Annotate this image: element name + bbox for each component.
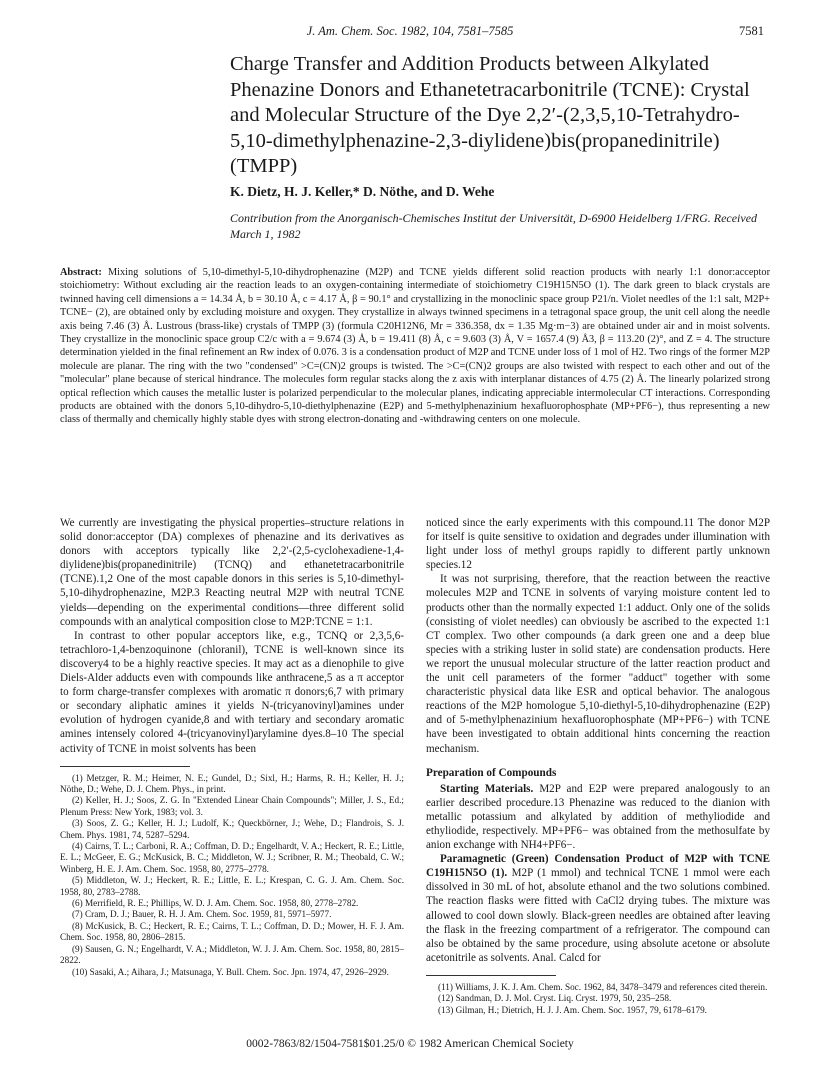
abstract-text: Mixing solutions of 5,10-dimethyl-5,10-dihydrophenazine (M2P) and TCNE yields different solid reaction products with nearly 1:1 donor:acceptor stoichiometry: Without excluding air the reaction leads to an oxygen-containing intermediate of stoichiometry C19H15N5O (1). The dark green to black crystals are twinned having cell dimensions a = 14.34 Å, b = 30.10 Å, c = 4.17 Å, β = 90.1° and crystallizing in the monoclinic space group P21/n. Violet needles of the 1:1 salt, M2P+ TCNE− (2), are obtained only by excluding moisture and oxygen. They crystallize in always twinned specimens in a tetragonal space group, the unit cell along the needle axis being 7.46 (3) Å. Lustrous (brass-like) crystals of TMPP (3) (formula C20H12N6, Mr = 336.358, dx = 1.35 Mg·m−3) are obtained under air and in moist solvents. They crystallize in the monoclinic space group C2/c with a = 9.674 (3) Å, b = 19.411 (8) Å, c = 9.603 (3) Å, V = 1657.4 (9) Å3, β = 113.20 (2)°, and Z = 4. The structure determination yielded in the final refinement an Rw index of 0.076. 3 is a condensation product of M2P and TCNE under loss of 1 mol of H2. Two rings of the former M2P molecule are planar. The ring with the two "condensed" >C=(CN)2 groups is twisted. The >C=(CN)2 groups are also twisted with respect to each other and out of the "molecular" plane because of sterical hindrance. The molecules form regular stacks along the z axis with interplanar distances of 4.75 (2) Å. The linearly polarized strong optical reflection which causes the metallic luster is polarized perpendicular to the molecular planes, indicating appreciable intermolecular CT interactions. Corresponding products are obtained with the donors 5,10-dihydro-5,10-diethylphenazine (E2P) and 5-methylphenazinium hexafluorophosphate (MP+PF6−), thus representing a new class of thermally and chemically highly stable dyes with strong electron-donating and -withdrawing centers on one molecule.: [60, 267, 770, 426]
footnote: (3) Soos, Z. G.; Keller, H. J.; Ludolf, K.; Queckbörner, J.; Wehe, D.; Flandrois, S. J. Chem. Phys. 1981, 74, 5287–5294.: [60, 818, 404, 840]
authors: K. Dietz, H. J. Keller,* D. Nöthe, and D. Wehe: [230, 184, 495, 199]
right-column: [426, 516, 770, 1016]
section-heading: Preparation of Compounds: [426, 766, 557, 779]
footnote-divider: [60, 766, 190, 767]
body-paragraph: noticed since the early experiments with this compound.11 The donor M2P for itself is quite sensitive to oxidation and degrades under illumination with light under loss of methyl groups rapidly to different partly unknown species.12: [426, 517, 770, 572]
copyright-footer: 0002-7863/82/1504-7581$01.25/0 © 1982 American Chemical Society: [246, 1038, 574, 1050]
journal-header: J. Am. Chem. Soc. 1982, 104, 7581–7585: [306, 24, 514, 38]
footnote: (1) Metzger, R. M.; Heimer, N. E.; Gundel, D.; Sixl, H.; Harms, R. H.; Keller, H. J.; Nöthe, D.; Wehe, D. J. Chem. Phys., in print.: [60, 772, 404, 794]
run-in-heading: Starting Materials.: [440, 782, 534, 795]
paragraph-text: M2P (1 mmol) and technical TCNE 1 mmol were each dissolved in 30 mL of hot, absolute ethanol and the two solutions combined. The reaction flasks were fitted with CaCl2 drying tubes. The mixture was allowed to cool down slowly. Black-green needles are obtained after leaving the flask in the freezing compartment of a refrigerator. The compound can also be obtained by the same procedure, using absolute acetone or absolute acetonitrile as solvents. Anal. Calcd for: [426, 867, 770, 964]
abstract: [60, 266, 770, 427]
paragraph-text: M2P and E2P were prepared analogously to an earlier described procedure.13 Phenazine was reduced to the dianion with metallic potassium and alkylated by addition of methyliodide and ethyliodide, respectively. MP+PF6− was obtained from the methosulfate by anion exchange with NH4+PF6−.: [426, 782, 771, 852]
page-number: 7581: [739, 24, 764, 38]
footnotes-left: [60, 773, 404, 978]
body-paragraph: It was not surprising, therefore, that the reaction between the reactive molecules M2P and TCNE in solvents of varying moisture content led to products other than the normally expected 1:1 adduct. Only one of the solids (consisting of violet needles) can obviously be ascribed to the expected 1:1 CT complex. Two other compounds (a dark green one and a deep blue species with a striking luster in solid state) are condensation products. Here we report the unusual molecular structure of the latter reaction product and the unit cell parameters of the former "adduct" together with some characteristic physical data like ESR and optical behavior. The analogous reactions of the M2P homologue 5,10-diethyl-5,10-dihydrophenazine (E2P) and of 5-methylphenazinium hexafluorophosphate (MP+PF6−) with TCNE have been investigated to obtain additional hints concerning the reaction mechanism.: [426, 573, 770, 755]
run-in-heading: Paramagnetic (Green) Condensation Product of M2P with TCNE C19H15N5O (1).: [426, 853, 770, 880]
body-paragraph: We currently are investigating the physical properties–structure relations in solid donor:acceptor (DA) complexes of phenazine and its derivatives as donors with acceptors typically like 2,2′-(2,5-cyclohexadiene-1,4-diylidene)bis(propanedinitrile) (TCNQ) and ethanetetracarbonitrile (TCNE).1,2 One of the most capable donors in this series is 5,10-dimethyl-5,10-dihydrophenazine, M2P.3 Reacting neutral M2P with neutral TCNE yields—depending on the experimental conditions—three different solid compounds with an analytical composition close to M2P:TCNE = 1:1.: [60, 517, 404, 628]
body-paragraph: In contrast to other popular acceptors like, e.g., TCNQ or 2,3,5,6-tetrachloro-1,4-benzoquinone (chloranil), TCNE is well-known since its discovery4 to be a highly reactive species. It may act as a dienophile to give Diels-Alder adducts even with compounds like anthracene,5 as a π acceptor to form charge-transfer complexes with aromatic π donors;6,7 with primary or secondary aliphatic amines it yields N-(tricyanovinyl)amines under evolution of hydrogen cyanide,8 and with tertiary and secondary aromatic amines intensely colored 4-(tricyanovinyl)arylamine dyes.8–10 The special activity of TCNE in moist solvents has been: [60, 629, 404, 755]
starting-materials-paragraph: [426, 782, 770, 852]
paramagnetic-paragraph: [426, 852, 770, 965]
footnote: (2) Keller, H. J.; Soos, Z. G. In "Extended Linear Chain Compounds"; Miller, J. S., Ed.; Plenum Press: New York, 1983; vol. 3.: [60, 795, 404, 817]
footnote: (9) Sausen, G. N.; Engelhardt, V. A.; Middleton, W. J. J. Am. Chem. Soc. 1958, 80, 2815–2822.: [60, 943, 404, 966]
footnote: (6) Merrifield, R. E.; Phillips, W. D. J. Am. Chem. Soc. 1958, 80, 2778–2782.: [72, 898, 359, 909]
footnote: (13) Gilman, H.; Dietrich, H. J. J. Am. Chem. Soc. 1957, 79, 6178–6179.: [438, 1004, 707, 1015]
footnote-divider: [426, 975, 556, 976]
footnote: (5) Middleton, W. J.; Heckert, R. E.; Little, E. L.; Krespan, C. G. J. Am. Chem. Soc. 1958, 80, 2783–2788.: [60, 875, 404, 897]
left-column: [60, 516, 404, 978]
footnote: (4) Cairns, T. L.; Carboni, R. A.; Coffman, D. D.; Engelhardt, V. A.; Heckert, R. E.; Little, E. L.; McGeer, E. G.; McKusick, B. C.; Middleton, W. J.; Scribner, R. M.; Theobald, C. W.; Winberg, H. E. J. Am. Chem. Soc. 1958, 80, 2775–2778.: [60, 841, 404, 874]
footnotes-right: [426, 982, 770, 1016]
footnote: (8) McKusick, B. C.; Heckert, R. E.; Cairns, T. L.; Coffman, D. D.; Mower, H. F. J. Am. Chem. Soc. 1958, 80, 2806–2815.: [60, 920, 404, 943]
footnote: (7) Cram, D. J.; Bauer, R. H. J. Am. Chem. Soc. 1959, 81, 5971–5977.: [72, 909, 332, 920]
footnote: (11) Williams, J. K. J. Am. Chem. Soc. 1962, 84, 3478–3479 and references cited therein.: [438, 981, 768, 992]
footnote: (12) Sandman, D. J. Mol. Cryst. Liq. Cryst. 1979, 50, 235–258.: [438, 993, 672, 1004]
affiliation: Contribution from the Anorganisch-Chemisches Institut der Universität, D-6900 Heidelberg 1/FRG. Received March 1, 1982: [230, 211, 758, 241]
abstract-label: Abstract:: [60, 267, 102, 278]
article-title: Charge Transfer and Addition Products between Alkylated Phenazine Donors and Ethanetetracarbonitrile (TCNE): Crystal and Molecular Structure of the Dye 2,2′-(2,3,5,10-Tetrahydro-5,10-dimethylphenazine-2,3-diylidene)bis(propanedinitrile) (TMPP): [230, 53, 750, 177]
footnote: (10) Sasaki, A.; Aihara, J.; Matsunaga, Y. Bull. Chem. Soc. Jpn. 1974, 47, 2926–2929.: [72, 966, 389, 977]
